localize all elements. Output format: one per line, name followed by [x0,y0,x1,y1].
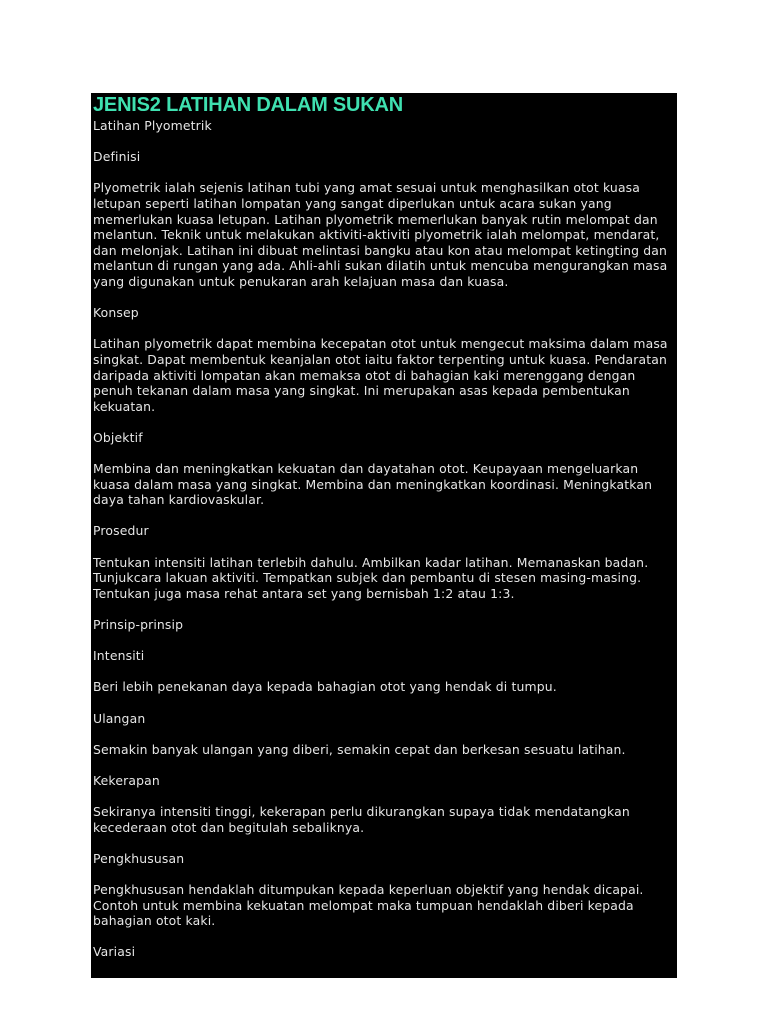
section-heading-ulangan: Ulangan [93,710,146,726]
paragraph-konsep: Latihan plyometrik dapat membina kecepatan otot untuk mengecut maksima dalam masa singkat. Dapat membentuk keanjalan otot iaitu faktor terpenting untuk kuasa. Pendaratan daripada aktiviti lompatan akan memaksa otot di bahagian kaki merenggang dengan penuh tekanan dalam masa yang singkat. Ini merupakan asas kepada pembentukan kekuatan. [93,336,668,414]
paragraph-pengkhususan: Pengkhususan hendaklah ditumpukan kepada keperluan objektif yang hendak dicapai. Contoh untuk membina kekuatan melompat maka tumpuan hendaklah diberi kepada bahagian otot kaki. [93,882,644,929]
paragraph-kekerapan: Sekiranya intensiti tinggi, kekerapan perlu dikurangkan supaya tidak mendatangkan kecederaan otot dan begitulah sebaliknya. [93,804,630,835]
section-heading-prosedur: Prosedur [93,523,149,539]
document-panel [91,93,677,978]
document-body [93,118,677,960]
paragraph-objektif: Membina dan meningkatkan kekuatan dan dayatahan otot. Keupayaan mengeluarkan kuasa dalam masa yang singkat. Membina dan meningkatkan koordinasi. Meningkatkan daya tahan kardiovaskular. [93,461,653,508]
paragraph-intensiti: Beri lebih penekanan daya kepada bahagian otot yang hendak di tumpu. [93,679,557,695]
section-heading-kekerapan: Kekerapan [93,772,160,788]
section-heading-prinsip: Prinsip-prinsip [93,617,184,632]
document-title: JENIS2 LATIHAN DALAM SUKAN [93,94,403,116]
paragraph-definisi: Plyometrik ialah sejenis latihan tubi yang amat sesuai untuk menghasilkan otot kuasa letupan seperti latihan lompatan yang sangat diperlukan untuk acara sukan yang memerlukan kuasa letupan. Latihan plyometrik memerlukan banyak rutin melompat dan melantun. Teknik untuk melakukan aktiviti-aktiviti plyometrik ialah melompat, mendarat, dan melonjak. Latihan ini dibuat melintasi bangku atau kon atau melompat ketingting dan melantun di rungan yang ada. Ahli-ahli sukan dilatih untuk mencuba mengurangkan masa yang digunakan untuk penukaran arah kelajuan masa dan kuasa. [93,180,668,289]
section-heading-variasi: Variasi [93,944,136,960]
paragraph-prosedur: Tentukan intensiti latihan terlebih dahulu. Ambilkan kadar latihan. Memanaskan badan. Tunjukcara lakuan aktiviti. Tempatkan subjek dan pembantu di stesen masing-masing. Tentukan juga masa rehat antara set yang bernisbah 1:2 atau 1:3. [93,554,649,601]
section-heading-konsep: Konsep [93,305,139,321]
section-heading-definisi: Definisi [93,149,141,165]
section-heading-intensiti: Intensiti [93,648,145,664]
paragraph-ulangan: Semakin banyak ulangan yang diberi, semakin cepat dan berkesan sesuatu latihan. [93,741,626,757]
paragraph-heading: Latihan Plyometrik [93,118,212,133]
section-heading-pengkhususan: Pengkhususan [93,850,185,866]
section-heading-objektif: Objektif [93,429,143,445]
